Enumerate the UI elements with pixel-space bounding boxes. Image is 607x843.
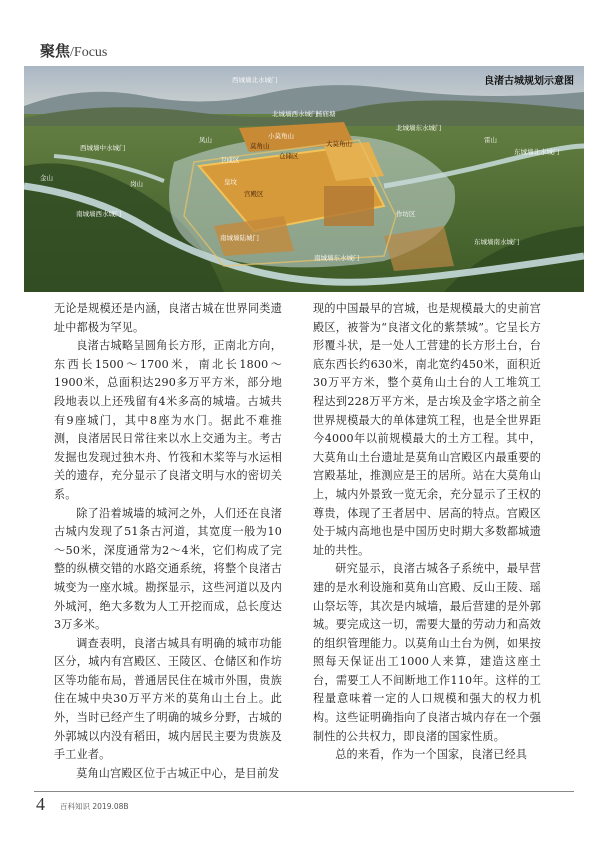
- figure-title: 良渚古城规划示意图: [484, 76, 574, 87]
- label-west-north-gate: 西城墙北水城门: [232, 76, 278, 84]
- page-number: 4: [36, 794, 45, 814]
- label-gangshan: 岗山: [130, 180, 143, 188]
- label-mogushan: 莫角山: [250, 142, 270, 150]
- paragraph: 现的中国最早的宫城，也是规模最大的史前宫殿区，被誉为“良渚文化的紫禁城”。它呈长方形覆斗状，是一处人工营建的长方形土台，台底东西长约630米，南北宽约450米，面积近30万平方米，整个莫角山土台的人工堆筑工程达到228万平方米，是古埃及金字塔之前全世界规模最大的单体建筑工程，也是全世界距今4000年以前规模最大的土方工程。其中，大莫角山土台遗址是莫角山宫殿区内最重要的宫殿基址，推测应是王的居所。站在大莫角山上，城内外景致一览无余，充分显示了王权的尊贵，体现了王者居中、居高的特点。宫殿区处于城内高地也是中国历史时期大多数都城遗址的共性。: [313, 302, 541, 557]
- label-south-east-gate: 南城墙东水城门: [314, 254, 360, 262]
- label-fengshan: 凤山: [199, 136, 212, 144]
- label-weiwei: 卫戍区: [220, 156, 240, 164]
- paragraph: 良渚古城略呈圆角长方形，正南北方向，东西长1500～1700米，南北长1800～1900米，总面积达290多万平方米，部分地段地表以上还残留有4米多高的城墙。古城共有9座城门，其中8座为水门。据此不难推测，良渚居民日常往来以水上交通为主。考古发掘也发现过独木舟、竹筏和木桨等与水运相关的遗存，充分显示了良渚文明与水的密切关系。: [54, 339, 282, 501]
- label-north-east-gate: 北城墙东水城门: [396, 124, 442, 132]
- label-huangfen: 皇坟: [224, 178, 237, 186]
- label-west-middle-gate: 西城墙中水城门: [80, 144, 126, 152]
- section-header: [40, 40, 107, 61]
- text-column-right: [313, 300, 541, 765]
- city-plan-illustration: [24, 66, 584, 292]
- label-east-south-gate: 东城墙南水城门: [474, 238, 520, 246]
- publication-info: 百科知识 2019.08B: [60, 802, 129, 811]
- paragraph: 总的来看，作为一个国家，良渚已经具: [335, 748, 528, 762]
- paragraph: 无论是规模还是内涵，良渚古城在世界同类遗址中都极为罕见。: [54, 302, 282, 334]
- label-leishan: 雷山: [484, 136, 497, 144]
- text-column-left: [54, 300, 282, 783]
- label-east-north-gate: 东城墙北水城门: [514, 148, 560, 156]
- label-jinshang: 金山: [40, 174, 53, 182]
- label-south-west-gate: 南城墙西水城门: [76, 210, 122, 218]
- paragraph: 莫角山宫殿区位于古城正中心，是目前发: [76, 766, 280, 780]
- paragraph: 研究显示，良渚古城各子系统中，最早营建的是水利设施和莫角山宫殿、反山王陵、瑶山祭坛等，其次是内城墙，最后营建的是外郭城。要完成这一切，需要大量的劳动力和高效的组织管理能力。以莫角山土台为例，如果按照每天保证出工1000人来算，建造这座土台，需要工人不间断地工作110年。这样的工程量意味着一定的人口规模和强大的权力机构。这些证明确指向了良渚古城内存在一个强制性的公共权力，即良渚的国家性质。: [313, 562, 541, 743]
- paragraph: 除了沿着城墙的城河之外，人们还在良渚古城内发现了51条古河道，其宽度一般为10～50米，深度通常为2～4米，它们构成了完整的纵横交错的水路交通系统，将整个良渚古城变为一座水城。勘探显示，这些河道以及内外城河，绝大多数为人工开挖而成，总长度达3万多米。: [54, 506, 282, 632]
- label-south-middle-gate: 南城墙陆城门: [220, 234, 259, 242]
- section-title-zh: 聚焦: [40, 42, 71, 60]
- label-xiaomogushan: 小莫角山: [268, 132, 294, 140]
- label-north-west-gate: 北城墙西水城门: [272, 110, 318, 118]
- label-cangchu: 仓储区: [279, 152, 299, 160]
- label-yangmiaotang: 杨庙塘: [316, 110, 336, 118]
- paragraph: 调查表明，良渚古城具有明确的城市功能区分，城内有宫殿区、王陵区、仓储区和作坊区等功能布局，普通居民住在城市外围，贵族住在城中央30万平方米的莫角山土台上。此外，当时已经产生了明确的城乡分野，古城的外郭城以内没有稻田，城内居民主要为贵族及手工业者。: [54, 636, 282, 762]
- section-title-en: /Focus: [70, 45, 108, 60]
- label-zuofang: 作坊区: [396, 210, 416, 218]
- label-gongdian: 宫殿区: [244, 190, 264, 198]
- city-plan-figure: [24, 66, 584, 292]
- label-dmogushan: 大莫角山: [326, 140, 352, 148]
- footer-divider: [34, 791, 574, 792]
